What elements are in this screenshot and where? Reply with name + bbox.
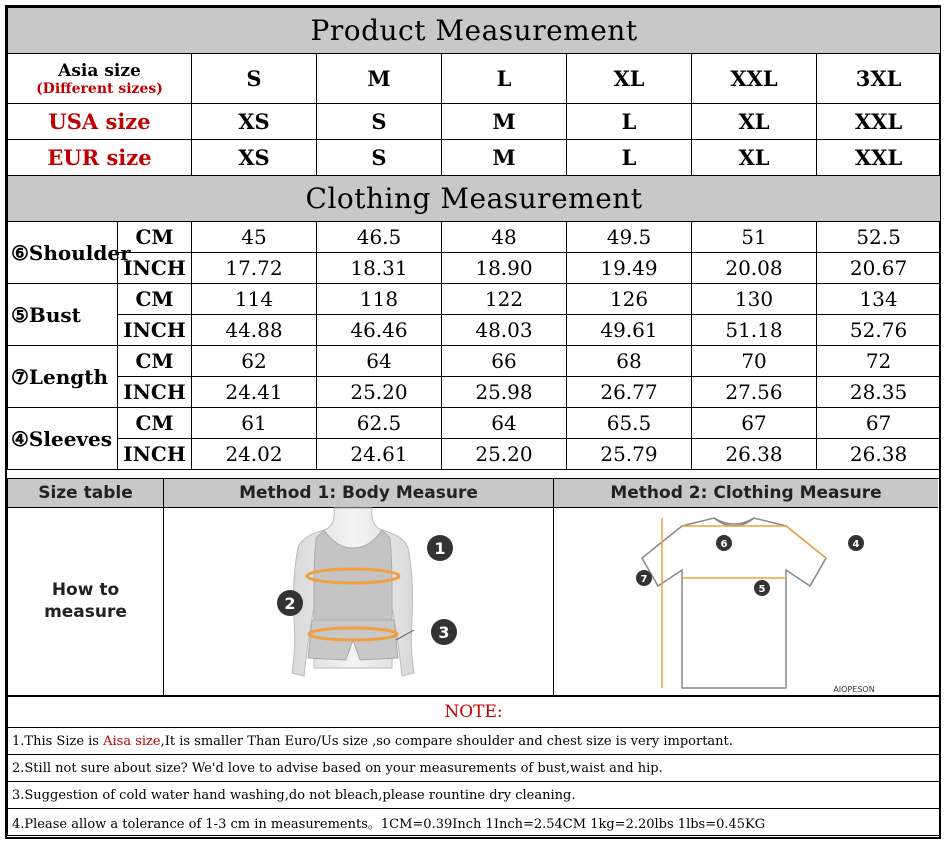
eur-size-cell: XS — [192, 140, 317, 176]
asia-size-text: Asia size — [58, 61, 141, 81]
measure-cell: 62.5 — [317, 408, 442, 439]
brand-label: AIOPESON — [833, 685, 875, 694]
unit-cm: CM — [118, 222, 192, 253]
note-3: 3.Suggestion of cold water hand washing,do not bleach,please rountine dry cleaning. — [8, 782, 940, 809]
measure-cell: 24.61 — [317, 439, 442, 470]
measure-cell: 27.56 — [692, 377, 817, 408]
note-title: NOTE: — [8, 697, 940, 728]
measure-cell: 18.90 — [442, 253, 567, 284]
marker-3-text: 3 — [438, 623, 450, 642]
eur-size-cell: S — [317, 140, 442, 176]
measure-cell: 126 — [567, 284, 692, 315]
measure-cell: 18.31 — [317, 253, 442, 284]
size-table-column — [8, 479, 164, 695]
measure-cell: 26.38 — [692, 439, 817, 470]
eur-size-cell: XL — [692, 140, 817, 176]
clothing-measurement-title: Clothing Measurement — [8, 176, 941, 222]
size-table-header: Size table — [8, 479, 163, 508]
measure-cell: 52.5 — [817, 222, 941, 253]
part-label-length: ⑦Length — [8, 346, 118, 408]
unit-cm: CM — [118, 284, 192, 315]
method2-header: Method 2: Clothing Measure — [554, 479, 938, 508]
how-to-measure-section — [7, 478, 940, 696]
unit-inch: INCH — [118, 377, 192, 408]
measure-cell: 46.5 — [317, 222, 442, 253]
measure-cell: 61 — [192, 408, 317, 439]
unit-inch: INCH — [118, 253, 192, 284]
note-4: 4.Please allow a tolerance of 1-3 cm in measurements。1CM=0.39Inch 1Inch=2.54CM 1kg=2.20lbs 1lbs=0.45KG — [8, 809, 940, 836]
unit-cm: CM — [118, 408, 192, 439]
measure-cell: 24.02 — [192, 439, 317, 470]
measure-cell: 25.98 — [442, 377, 567, 408]
measure-cell: 62 — [192, 346, 317, 377]
unit-inch: INCH — [118, 439, 192, 470]
measure-cell: 134 — [817, 284, 941, 315]
measure-cell: 67 — [817, 408, 941, 439]
measure-cell: 17.72 — [192, 253, 317, 284]
measure-cell: 122 — [442, 284, 567, 315]
eur-size-cell: XXL — [817, 140, 941, 176]
measure-cell: 25.79 — [567, 439, 692, 470]
body-measure-illustration — [164, 508, 552, 696]
eur-size-cell: M — [442, 140, 567, 176]
svg-text:6: 6 — [720, 539, 728, 550]
measure-cell: 65.5 — [567, 408, 692, 439]
measure-cell: 64 — [317, 346, 442, 377]
part-label-bust: ⑤Bust — [8, 284, 118, 346]
asia-size-cell: S — [192, 54, 317, 104]
measure-cell: 20.08 — [692, 253, 817, 284]
measure-cell: 114 — [192, 284, 317, 315]
asia-size-cell: L — [442, 54, 567, 104]
measure-cell: 67 — [692, 408, 817, 439]
measure-cell: 72 — [817, 346, 941, 377]
usa-size-cell: XL — [692, 104, 817, 140]
measure-cell: 130 — [692, 284, 817, 315]
measure-cell: 25.20 — [442, 439, 567, 470]
shirt-measure-illustration — [554, 508, 938, 696]
how-to-line1: How to — [51, 580, 120, 600]
marker-2-text: 2 — [284, 594, 296, 613]
asia-size-label — [8, 54, 192, 104]
measure-cell: 52.76 — [817, 315, 941, 346]
svg-text:4: 4 — [852, 539, 860, 550]
usa-size-cell: XS — [192, 104, 317, 140]
measure-cell: 48 — [442, 222, 567, 253]
eur-size-cell: L — [567, 140, 692, 176]
measure-cell: 49.5 — [567, 222, 692, 253]
method1-header: Method 1: Body Measure — [164, 479, 553, 508]
measure-cell: 20.67 — [817, 253, 941, 284]
svg-text:7: 7 — [640, 574, 648, 585]
unit-inch: INCH — [118, 315, 192, 346]
measure-cell: 48.03 — [442, 315, 567, 346]
usa-size-cell: S — [317, 104, 442, 140]
note-1: 1.This Size is Aisa size,It is smaller Than Euro/Us size ,so compare shoulder and chest size is very important. — [8, 728, 940, 755]
usa-size-cell: M — [442, 104, 567, 140]
asia-size-cell: M — [317, 54, 442, 104]
eur-size-label: EUR size — [8, 140, 192, 176]
usa-size-cell: XXL — [817, 104, 941, 140]
marker-1-text: 1 — [434, 539, 446, 558]
t-shirt — [642, 518, 826, 688]
measure-cell: 64 — [442, 408, 567, 439]
measure-cell: 46.46 — [317, 315, 442, 346]
measure-cell: 28.35 — [817, 377, 941, 408]
part-label-shoulder: ⑥Shoulder — [8, 222, 118, 284]
asia-size-note: (Different sizes) — [36, 81, 163, 97]
svg-text:5: 5 — [758, 584, 766, 595]
measure-cell: 19.49 — [567, 253, 692, 284]
measure-cell: 44.88 — [192, 315, 317, 346]
measure-cell: 26.38 — [817, 439, 941, 470]
part-label-sleeves: ④Sleeves — [8, 408, 118, 470]
measure-cell: 51 — [692, 222, 817, 253]
method2-column — [554, 479, 938, 695]
product-measurement-title: Product Measurement — [8, 8, 941, 54]
measure-cell: 66 — [442, 346, 567, 377]
asia-size-cell: XXL — [692, 54, 817, 104]
measure-cell: 26.77 — [567, 377, 692, 408]
measure-cell: 70 — [692, 346, 817, 377]
measure-cell: 45 — [192, 222, 317, 253]
measure-cell: 51.18 — [692, 315, 817, 346]
asia-size-cell: 3XL — [817, 54, 941, 104]
unit-cm: CM — [118, 346, 192, 377]
measure-cell: 118 — [317, 284, 442, 315]
measure-cell: 25.20 — [317, 377, 442, 408]
usa-size-label: USA size — [8, 104, 192, 140]
size-table — [7, 7, 941, 470]
asia-size-cell: XL — [567, 54, 692, 104]
note-2: 2.Still not sure about size? We'd love to advise based on your measurements of bust,waist and hip. — [8, 755, 940, 782]
usa-size-cell: L — [567, 104, 692, 140]
measure-cell: 68 — [567, 346, 692, 377]
note-1-highlight: Aisa size — [103, 733, 161, 749]
how-to-measure-label — [8, 579, 163, 623]
measure-cell: 24.41 — [192, 377, 317, 408]
how-to-line2: measure — [44, 602, 127, 622]
method1-column — [164, 479, 554, 695]
measure-cell: 49.61 — [567, 315, 692, 346]
notes-table — [7, 696, 940, 836]
